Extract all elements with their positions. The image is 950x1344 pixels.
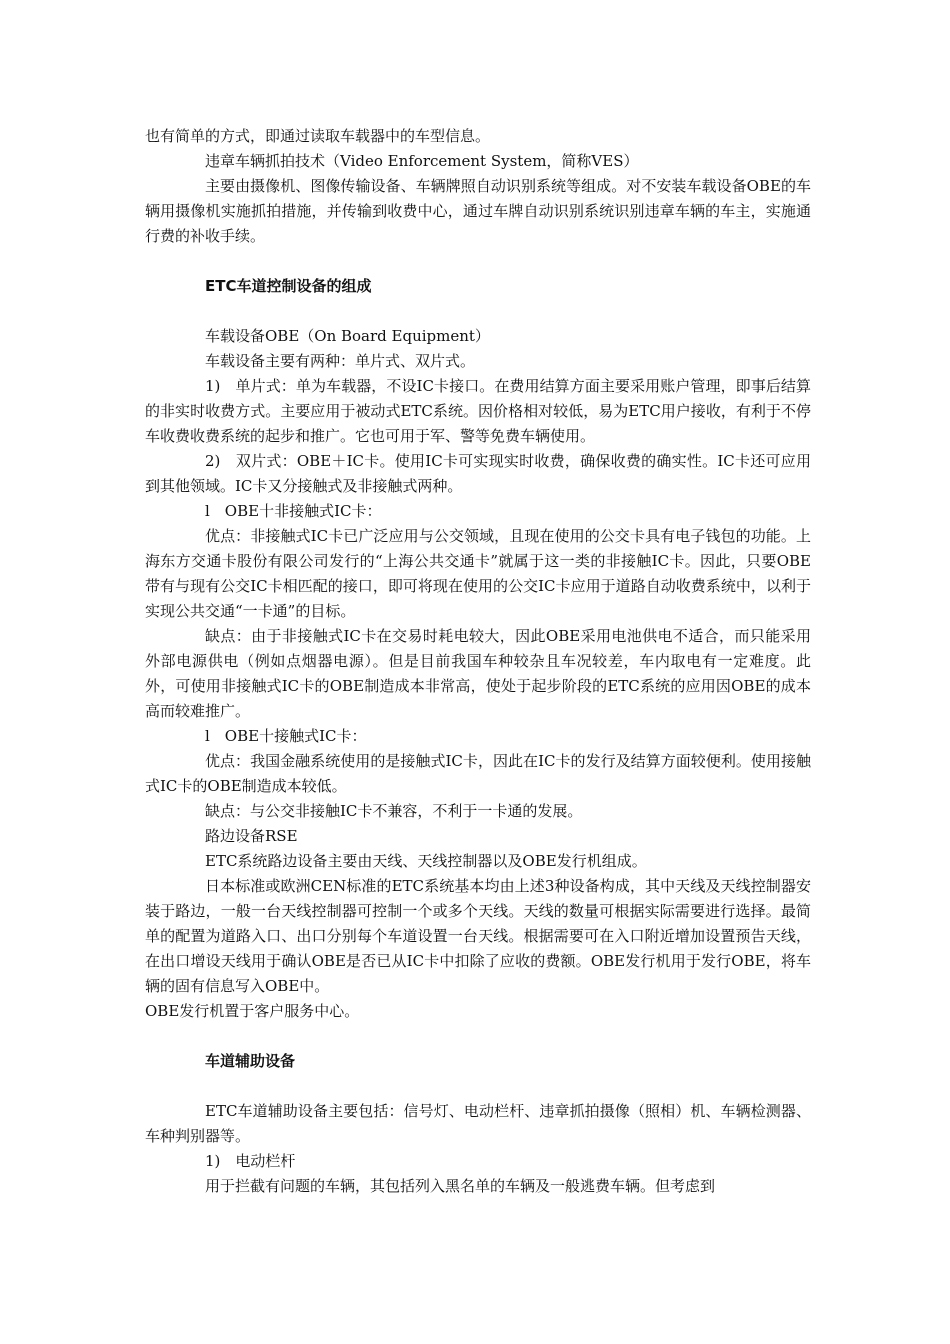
section-heading: ETC车道控制设备的组成 <box>205 277 372 295</box>
paragraph: 日本标准或欧洲CEN标准的ETC系统基本均由上述3种设备构成，其中天线及天线控制器安装于路边，一般一台天线控制器可控制一个或多个天线。天线的数量可根据实际需要进行选择。最简单的配置为道路入口、出口分别每个车道设置一台天线。根据需要可在入口附近增加设置预告天线，在出口增设天线用于确认OBE是否已从IC卡中扣除了应收的费额。OBE发行机用于发行OBE，将车辆的固有信息写入OBE中。 <box>145 877 811 995</box>
paragraph: 车载设备主要有两种：单片式、双片式。 <box>205 352 476 370</box>
spacer <box>145 1024 811 1049</box>
section-heading: 车道辅助设备 <box>205 1052 296 1070</box>
paragraph: ETC车道辅助设备主要包括：信号灯、电动栏杆、违章抓拍摄像（照相）机、车辆检测器、车种判别器等。 <box>145 1102 811 1145</box>
paragraph: 缺点：与公交非接触IC卡不兼容，不利于一卡通的发展。 <box>205 802 583 820</box>
paragraph: 缺点：由于非接触式IC卡在交易时耗电较大，因此OBE采用电池供电不适合，而只能采用外部电源供电（例如点烟器电源）。但是目前我国车种较杂且车况较差，车内取电有一定难度。此外，可使用非接触式IC卡的OBE制造成本非常高，使处于起步阶段的ETC系统的应用因OBE的成本高而较难推广。 <box>145 627 811 720</box>
paragraph: 优点：我国金融系统使用的是接触式IC卡，因此在IC卡的发行及结算方面较便利。使用接触式IC卡的OBE制造成本较低。 <box>145 752 811 795</box>
paragraph: 主要由摄像机、图像传输设备、车辆牌照自动识别系统等组成。对不安装车载设备OBE的车辆用摄像机实施抓拍措施，并传输到收费中心，通过车牌自动识别系统识别违章车辆的车主，实施通行费的补收手续。 <box>145 177 811 245</box>
paragraph: 车载设备OBE（On Board Equipment） <box>205 327 490 345</box>
paragraph: 路边设备RSE <box>205 827 298 845</box>
spacer <box>145 249 811 274</box>
paragraph: 也有简单的方式，即通过读取车载器中的车型信息。 <box>145 127 491 145</box>
paragraph: l OBE十接触式IC卡： <box>205 727 367 745</box>
spacer <box>145 1074 811 1099</box>
paragraph: 用于拦截有问题的车辆，其包括列入黑名单的车辆及一般逃费车辆。但考虑到 <box>205 1177 716 1195</box>
paragraph: ETC系统路边设备主要由天线、天线控制器以及OBE发行机组成。 <box>205 852 647 870</box>
paragraph: OBE发行机置于客户服务中心。 <box>145 1002 360 1020</box>
paragraph: 1) 电动栏杆 <box>205 1152 296 1170</box>
paragraph: 违章车辆抓拍技术（Video Enforcement System，简称VES） <box>205 152 639 170</box>
paragraph: 1) 单片式：单为车载器，不设IC卡接口。在费用结算方面主要采用账户管理，即事后结算的非实时收费方式。主要应用于被动式ETC系统。因价格相对较低，易为ETC用户接收，有利于不停车收费收费系统的起步和推广。它也可用于军、警等免费车辆使用。 <box>145 377 811 445</box>
spacer <box>145 299 811 324</box>
paragraph: 2) 双片式：OBE＋IC卡。使用IC卡可实现实时收费，确保收费的确实性。IC卡还可应用到其他领域。IC卡又分接触式及非接触式两种。 <box>145 452 811 495</box>
document-body <box>145 124 811 1199</box>
paragraph: l OBE十非接触式IC卡： <box>205 502 382 520</box>
paragraph: 优点：非接触式IC卡已广泛应用与公交领域，且现在使用的公交卡具有电子钱包的功能。上海东方交通卡股份有限公司发行的“上海公共交通卡”就属于这一类的非接触IC卡。因此，只要OBE带有与现有公交IC卡相匹配的接口，即可将现在使用的公交IC卡应用于道路自动收费系统中，以利于实现公共交通“一卡通”的目标。 <box>145 527 811 620</box>
